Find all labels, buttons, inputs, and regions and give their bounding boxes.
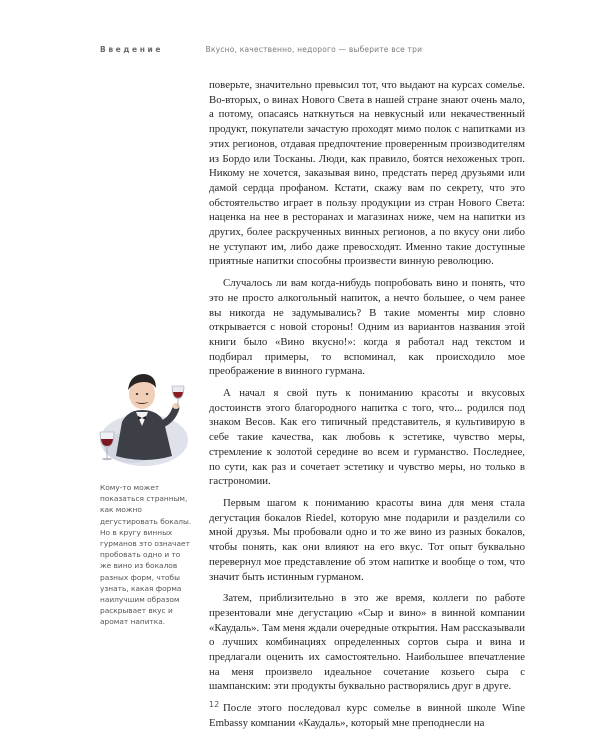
main-text-column [209,78,525,738]
body-paragraph: После этого последовал курс сомелье в винной школе Wine Embassy компании «Каудаль», который мне преподнесли на [209,702,525,729]
page-number: 12 [209,700,220,709]
sidebar-caption: Кому-то может показаться странным, как можно дегустировать бокалы. Но в кругу винных гурманов это означает пробовать одно и то же вино из бокалов разных форм, чтобы узнать, какая форма наилучшим образом раскрывает вкус и аромат напитка. [100,483,192,627]
body-paragraph: Случалось ли вам когда-нибудь попробовать вино и понять, что это не просто алкогольный напиток, а нечто большее, о чем ранее вы никогда не задумывались? В такие моменты мир словно открывается с новой стороны! Одним из вариантов названия этой книги было «Вино вкусно!»: когда я работал над текстом и подбирал примеры, то вспоминал, как происходило мое преображение в винного гурмана. [209,277,525,378]
body-paragraph: поверьте, значительно превысил тот, что выдают на курсах сомелье. Во-вторых, о винах Нового Света в нашей стране знают очень мало, а потому, опасаясь наткнуться на невкусный или некачественный продукт, покупатели зачастую проходят мимо полок с напитками из этих регионов, отдавая предпочтение проверенным производителям из Бордо или Тосканы. Люди, как правило, боятся нехоженых троп. Никому не хочется, заказывая вино, предстать перед друзьями или дамой сердца профаном. Кстати, скажу вам по секрету, что это обстоятельство играет в пользу продукции из стран Нового Света: наценка на нее в ресторанах и магазинах ниже, чем на напитки из других, более раскрученных винных регионов, а по вкусу они либо не уступают им, либо даже превосходят. Именно такие доступные приятные напитки способны произвести винную революцию. [209,79,525,268]
header-chapter-title: Вкусно, качественно, недорого — выберите все три [205,45,423,54]
header-section-name: Введение [100,45,164,54]
body-paragraph: А начал я свой путь к пониманию красоты и вкусовых достоинств этого благородного напитка с того, что... родился под знаком Весов. Как его типичный представитель, я культивирую в себе такие качества, как любовь к эстетике, чувство меры, стремление к золотой середине во всем и гурманство. Последнее, по сути, как раз и сочетает эстетику и чувство меры, но только в гастрономии. [209,387,525,488]
body-paragraph: Первым шагом к пониманию красоты вина для меня стала дегустация бокалов Riedel, которую мне подарили и разделили со мной друзья. Мы пробовали одно и то же вино из разных бокалов, чтобы понять, как они влияют на его вкус. Тот опыт буквально перевернул мое представление об этом напитке и вообще о том, что значит быть истинным гурманом. [209,496,525,583]
sommelier-illustration [92,352,192,470]
running-header [100,45,422,54]
body-paragraph: Затем, приблизительно в это же время, коллеги по работе презентовали мне дегустацию «Сыр и вино» в винной компании «Каудаль». Там меня ждали очередные открытия. Нам рассказывали о лучших комбинациях определенных сортов сыра и вина и предлагали оценить их самостоятельно. Наибольшее впечатление на меня произвело идеальное сочетание козьего сыра с шампанским: эти продукты буквально растворялись друг в друге. [209,592,525,693]
